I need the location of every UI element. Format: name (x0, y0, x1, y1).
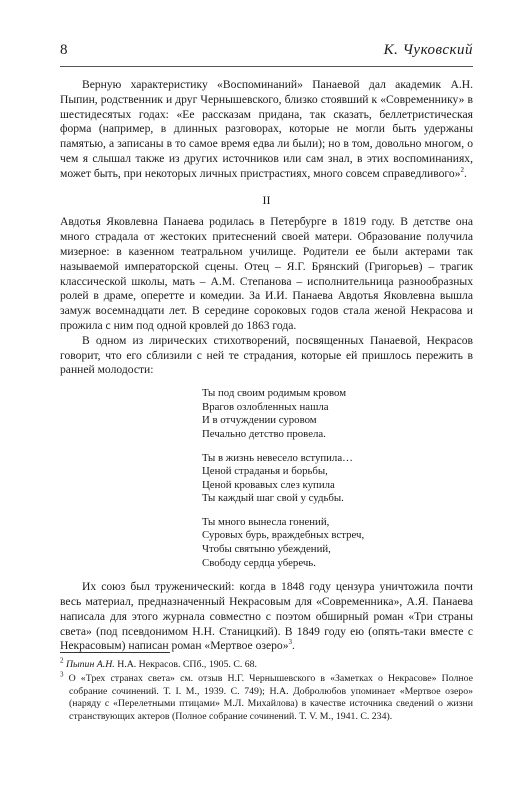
poem-stanza-1 (202, 387, 473, 441)
paragraph-joint-work: Их союз был труженический: когда в 1848 году цензура уничтожила почти весь материал, предназначенный Некрасовым для «Современника», А.Я. Панаева написала для этого журнала совместно с поэтом обширный роман «Три страны света» (под псевдонимом Н.Н. Станицкий). В 1849 году ею (опять-таки вместе с Некрасовым) написан роман «Мертвое озеро»$^3$. (60, 580, 473, 653)
poem (202, 387, 473, 570)
running-header (60, 38, 473, 60)
poem-stanza-2 (202, 452, 473, 506)
paragraph-pypin-quote: Верную характеристику «Воспоминаний» Панаевой дал академик А.Н. Пыпин, родственник и друг Чернышевского, близко стоявший к «Современнику» в шестидесятых годах: «Ее рассказам придана, так сказать, беллетристическая форма (например, в длинных разговорах, которые не могли быть удержаны памятью, а записаны в то самое время едва ли были); но в том, довольно многом, о чем я слышал также из других источников или сам знал, в этих воспоминаниях, может быть, при некоторых личных пристрастиях, много совсем справедливого»$^2$. (60, 78, 473, 180)
footnote-author: Пыпин А.Н. (65, 659, 115, 670)
poem-line: Ценой кровавых слез купила (202, 478, 335, 491)
paragraph-joint-work-text: Их союз был труженический: когда в 1848 году цензура уничтожила почти весь материал, предназначенный Некрасовым для «Современника», А.Я. Панаева написала для этого журнала совместно с поэтом обширный роман «Три страны света» (под псевдонимом Н.Н. Станицкий). В 1849 году ею (опять-таки вместе с Некрасовым) написан роман «Мертвое озеро» (60, 580, 473, 653)
page-number: 8 (60, 42, 68, 58)
paragraph-pypin-text: Верную характеристику «Воспоминаний» Панаевой дал академик А.Н. Пыпин, родственник и друг Чернышевского, близко стоявший к «Современнику» в шестидесятых годах: «Ее рассказам придана, так сказать, беллетристическая форма (например, в длинных разговорах, которые не могли быть удержаны памятью, а записаны в то самое время едва ли были); но в том, довольно многом, о чем я слышал также из других источников или сам знал, в этих воспоминаниях, может быть, при некоторых личных пристрастиях, много совсем справедливого» (60, 78, 473, 180)
header-rule (60, 66, 473, 67)
poem-line: Ценой страданья и борьбы, (202, 465, 328, 478)
footnote-ref-2[interactable]: 2 (460, 165, 464, 174)
paragraph-poem-intro: В одном из лирических стихотворений, посвященных Панаевой, Некрасов говорит, что его сблизили с ней те страдания, которые ей пришлось пережить в ранней молодости: (60, 333, 473, 377)
main-text (60, 78, 473, 654)
footnote-text: О «Трех странах света» см. отзыв Н.Г. Чернышевского в «Заметках о Некрасове» Полное собрание сочинений. Т. I. М., 1939. С. 749); Н.А. Добролюбов упоминает «Мертвое озеро» (наряду с «Перелетными птицами» М.Л. Михайлова) в качестве источника сведений о жизни странствующих актеров (Полное собрание сочинений. Т. V. М., 1941. С. 234). (68, 673, 474, 722)
footnotes (60, 652, 473, 725)
poem-line: Печально детство провела. (202, 427, 326, 440)
paragraph-biography: Авдотья Яковлевна Панаева родилась в Петербурге в 1819 году. В детстве она много страдала от жестоких притеснений своей матери. Образование получила мизерное: в казенном театральном училище. Родители ее были актерами так называемой императорской сцены. Отец – Я.Г. Брянский (Григорьев) – трагик классической школы, мать – А.М. Степанова – исполнительница разнообразных ролей в драме, оперетте и комедии. За И.И. Панаева Авдотья Яковлевна вышла замуж восемнадцати лет. В середине сороковых годов стала женой Некрасова и прожила с ним под одной кровлей до 1863 года. (60, 215, 473, 332)
footnote-mark: 2 (60, 656, 64, 665)
footnote-text: Н.А. Некрасов. СПб., 1905. С. 68. (117, 659, 257, 670)
section-heading: II (262, 192, 271, 207)
poem-line: Суровых бурь, враждебных встреч, (202, 529, 365, 542)
poem-line: Ты много вынесла гонений, (202, 515, 330, 528)
poem-line: Врагов озлобленных нашла (202, 400, 329, 413)
footnote-2 (60, 656, 473, 671)
footnote-ref-3[interactable]: 3 (288, 638, 293, 647)
poem-line: Чтобы святыню убеждений, (202, 543, 331, 556)
poem-line: Свободу сердца уберечь. (202, 556, 316, 569)
footnote-3 (60, 673, 473, 723)
poem-line: Ты в жизнь невесело вступила… (202, 451, 353, 464)
running-author: К. Чуковский (383, 42, 473, 58)
poem-line: Ты под своим родимым кровом (202, 387, 347, 400)
poem-line: И в отчуждении суровом (202, 414, 317, 427)
poem-stanza-3 (202, 516, 473, 570)
footnote-mark: 3 (60, 671, 64, 680)
footnote-rule (60, 652, 170, 653)
poem-line: Ты каждый шаг свой у судьбы. (202, 492, 344, 505)
